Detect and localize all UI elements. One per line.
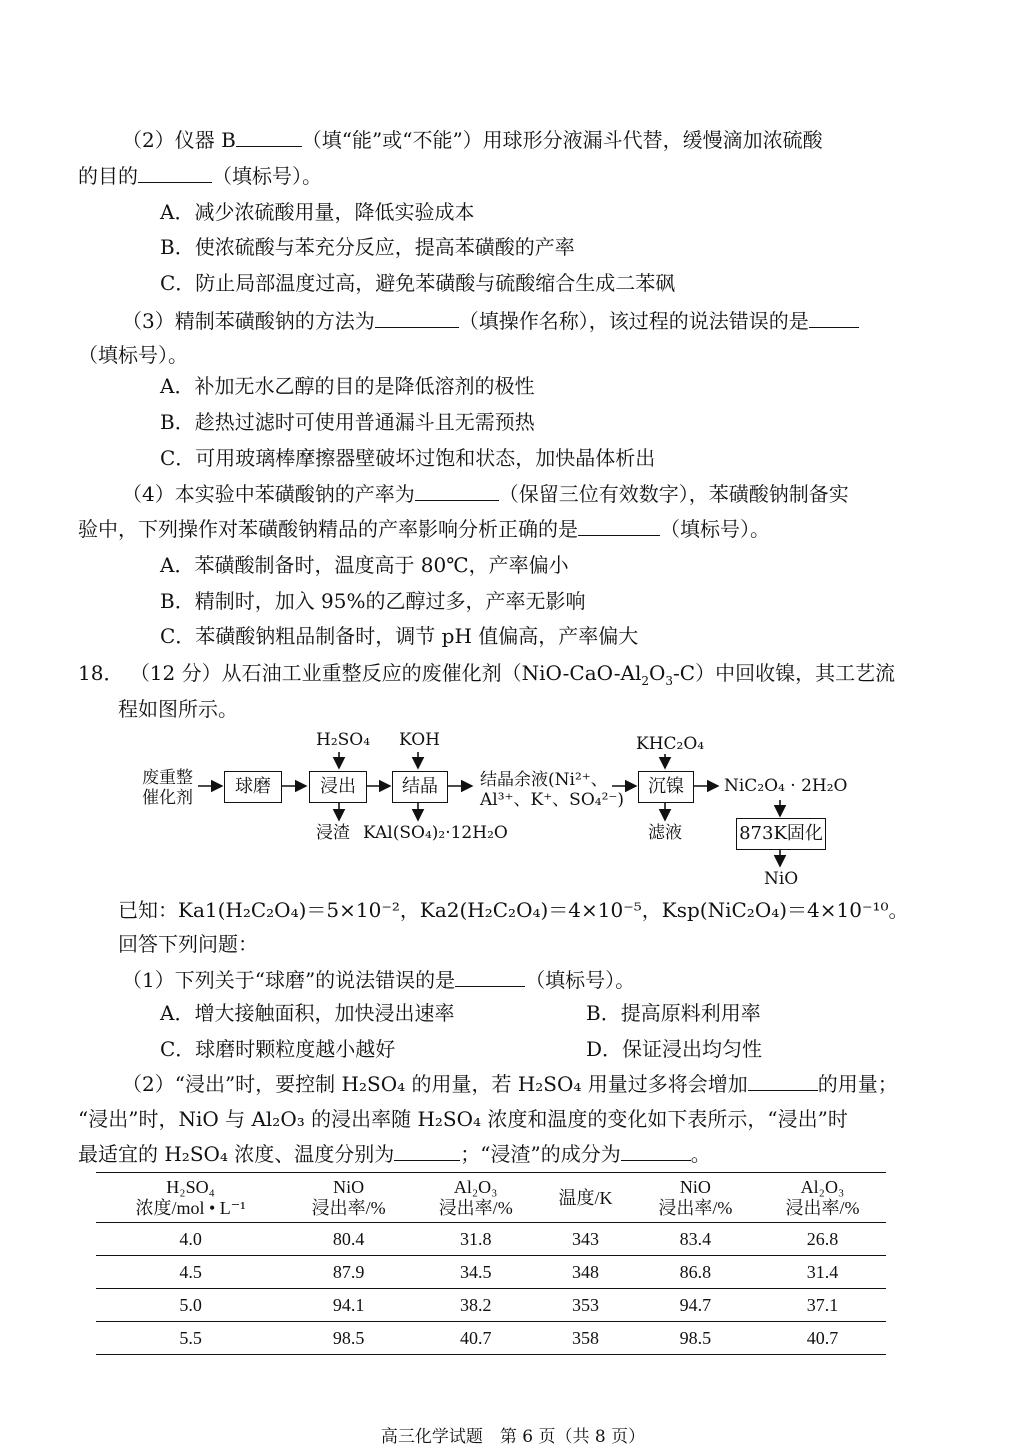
q18-intro-end: -C）中回收镍，其工艺流 xyxy=(673,661,896,685)
header-line: 浸出率/% xyxy=(658,1198,733,1218)
table-cell: 353 xyxy=(539,1289,632,1322)
question-number: 18． xyxy=(78,661,124,685)
q18-part1-text: （1）下列关于“球磨”的说法错误的是 xyxy=(122,968,456,992)
leach-box: 浸出 xyxy=(309,771,367,803)
q17-part4-prefix: （4）本实验中苯磺酸钠的产率为 xyxy=(122,482,415,506)
q17-part2-text: （填“能”或“不能”）用球形分液漏斗代替，缓慢滴加浓硫酸 xyxy=(301,128,823,152)
table-cell: 31.4 xyxy=(759,1256,886,1289)
option: C．苯磺酸钠粗品制备时，调节 pH 值偏高，产率偏大 xyxy=(160,624,639,648)
table-row xyxy=(96,1256,886,1289)
q18-part2-line1 xyxy=(122,1070,898,1098)
option: D．保证浸出均匀性 xyxy=(586,1037,763,1061)
header-line: 浓度/mol • L⁻¹ xyxy=(135,1198,246,1218)
filtrate-label: 滤液 xyxy=(648,823,682,843)
table-cell: 348 xyxy=(539,1256,632,1289)
q18-part1-line xyxy=(122,966,635,994)
header-cell xyxy=(412,1173,539,1223)
q18-part2-line2: “浸出”时，NiO 与 Al₂O₃ 的浸出率随 H₂SO₄ 浓度和温度的变化如下表所示，“浸出”时 xyxy=(78,1107,848,1131)
header-cell xyxy=(539,1173,632,1223)
table-cell: 83.4 xyxy=(632,1223,759,1256)
q18-part2-line3-text: 最适宜的 H₂SO₄ 浓度、温度分别为 xyxy=(78,1142,395,1166)
table-cell: 98.5 xyxy=(285,1322,412,1355)
option: A．苯磺酸制备时，温度高于 80℃，产率偏小 xyxy=(160,553,569,577)
option: B．提高原料利用率 xyxy=(586,1001,761,1025)
q18-line2: 程如图所示。 xyxy=(118,697,238,721)
table-cell: 98.5 xyxy=(632,1322,759,1355)
known-constants: 已知：Ka1(H₂C₂O₄)＝5×10⁻²，Ka2(H₂C₂O₄)＝4×10⁻⁵，Ksp(NiC₂O₄)＝4×10⁻¹⁰。 xyxy=(118,898,909,922)
table-cell: 94.7 xyxy=(632,1289,759,1322)
header-cell xyxy=(632,1173,759,1223)
q17-part3-line2: （填标号）。 xyxy=(78,343,188,367)
mother-liquor-l2: Al³⁺、K⁺、SO₄²⁻) xyxy=(480,790,624,810)
table-cell: 31.8 xyxy=(412,1223,539,1256)
header-line: 浸出率/% xyxy=(438,1198,513,1218)
option: C．防止局部温度过高，避免苯磺酸与硫酸缩合生成二苯砜 xyxy=(160,271,676,295)
option: B．精制时，加入 95%的乙醇过多，产率无影响 xyxy=(160,589,586,613)
mother-liquor-l1: 结晶余液(Ni²⁺、 xyxy=(480,770,608,790)
table-cell: 4.5 xyxy=(96,1256,285,1289)
q17-part4-text: （保留三位有效数字），苯磺酸钠制备实 xyxy=(498,482,849,506)
h2so4-reagent: H₂SO₄ xyxy=(316,730,371,750)
leaching-rate-table xyxy=(96,1172,886,1355)
header-cell xyxy=(759,1173,886,1223)
table-cell: 358 xyxy=(539,1322,632,1355)
header-line: 浸出率/% xyxy=(785,1198,860,1218)
table-cell: 38.2 xyxy=(412,1289,539,1322)
solidify-box: 873K固化 xyxy=(736,818,826,850)
residue-label: 浸渣 xyxy=(316,823,350,843)
crystallize-box: 结晶 xyxy=(392,771,448,803)
table-cell: 40.7 xyxy=(759,1322,886,1355)
ball-mill-box: 球磨 xyxy=(224,771,282,803)
answer-blank[interactable] xyxy=(748,1070,818,1091)
page-footer: 高三化学试题 第 6 页（共 8 页） xyxy=(380,1427,646,1447)
nio-label: NiO xyxy=(764,869,799,889)
q17-part4-line2-suffix: （填标号）。 xyxy=(660,517,770,541)
feed-label-2: 催化剂 xyxy=(142,788,193,808)
product-label: NiC₂O₄ · 2H₂O xyxy=(724,776,848,796)
answer-blank[interactable] xyxy=(621,1140,691,1161)
table-cell: 40.7 xyxy=(412,1322,539,1355)
table-cell: 34.5 xyxy=(412,1256,539,1289)
header-line: Al₂O₃ xyxy=(800,1177,845,1197)
option: B．使浓硫酸与苯充分反应，提高苯磺酸的产率 xyxy=(160,235,575,259)
header-line: H₂SO₄ xyxy=(166,1177,215,1197)
header-line: NiO xyxy=(333,1177,365,1197)
table-cell: 37.1 xyxy=(759,1289,886,1322)
q18-part2-text: （2）“浸出”时，要控制 H₂SO₄ 的用量，若 H₂SO₄ 用量过多将会增加 xyxy=(122,1072,748,1096)
q18-intro: （12 分）从石油工业重整反应的废催化剂（NiO-CaO-Al xyxy=(129,661,642,685)
option: A．补加无水乙醇的目的是降低溶剂的极性 xyxy=(160,374,535,398)
feed-label-1: 废重整 xyxy=(142,768,193,788)
table-cell: 4.0 xyxy=(96,1223,285,1256)
q18-part2-line3-mid: ；“浸渣”的成分为 xyxy=(460,1142,621,1166)
option: A．增大接触面积，加快浸出速率 xyxy=(160,1001,455,1025)
header-line: 浸出率/% xyxy=(311,1198,386,1218)
answer-blank[interactable] xyxy=(394,1140,460,1161)
table-cell: 5.5 xyxy=(96,1322,285,1355)
q17-part3-text: （填操作名称），该过程的说法错误的是 xyxy=(458,309,809,333)
table-row xyxy=(96,1223,886,1256)
table-cell: 94.1 xyxy=(285,1289,412,1322)
table-row xyxy=(96,1322,886,1355)
q18-part1-suffix: （填标号）。 xyxy=(525,968,636,992)
option: C．可用玻璃棒摩擦器壁破坏过饱和状态，加快晶体析出 xyxy=(160,446,656,470)
answer-blank[interactable] xyxy=(455,966,525,987)
option: B．趁热过滤时可使用普通漏斗且无需预热 xyxy=(160,410,535,434)
table-cell: 343 xyxy=(539,1223,632,1256)
q18-part2-line3 xyxy=(78,1140,711,1168)
header-cell xyxy=(285,1173,412,1223)
koh-reagent: KOH xyxy=(399,730,441,750)
table-cell: 5.0 xyxy=(96,1289,285,1322)
table-cell: 80.4 xyxy=(285,1223,412,1256)
table-cell: 86.8 xyxy=(632,1256,759,1289)
q17-part2-line2-text: 的目的 xyxy=(78,164,138,188)
table-row xyxy=(96,1289,886,1322)
header-cell xyxy=(96,1173,285,1223)
q18-intro-o: O xyxy=(649,661,666,685)
q18-part2-suffix: 的用量； xyxy=(817,1072,898,1096)
alum-label: KAl(SO₄)₂·12H₂O xyxy=(363,823,508,843)
header-line: 温度/K xyxy=(558,1187,613,1208)
header-line: Al₂O₃ xyxy=(453,1177,498,1197)
answer-prompt: 回答下列问题： xyxy=(118,932,258,956)
header-line: NiO xyxy=(679,1177,711,1197)
option: C．球磨时颗粒度越小越好 xyxy=(160,1037,396,1061)
precipitate-ni-box: 沉镍 xyxy=(638,771,694,803)
q17-part3-prefix: （3）精制苯磺酸钠的方法为 xyxy=(122,309,375,333)
table-header-row xyxy=(96,1173,886,1223)
subscript: 3 xyxy=(665,674,674,688)
subscript: 2 xyxy=(641,674,649,688)
q17-part4-line2-text: 验中，下列操作对苯磺酸钠精品的产率影响分析正确的是 xyxy=(78,517,578,541)
table-cell: 87.9 xyxy=(285,1256,412,1289)
q17-part2-prefix: （2）仪器 B xyxy=(122,128,236,152)
khc2o4-reagent: KHC₂O₄ xyxy=(636,734,705,754)
q17-part2-line2-suffix: （填标号）。 xyxy=(212,164,322,188)
table-cell: 26.8 xyxy=(759,1223,886,1256)
option: A．减少浓硫酸用量，降低实验成本 xyxy=(160,200,475,224)
q18-part2-line3-end: 。 xyxy=(690,1142,711,1166)
